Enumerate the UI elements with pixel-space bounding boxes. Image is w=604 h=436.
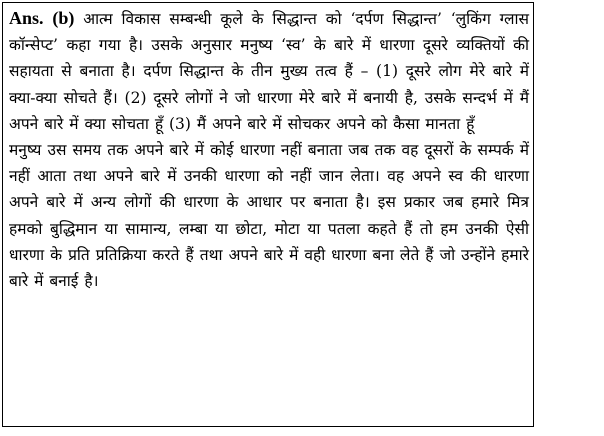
answer-paragraph-2-text: मनुष्य उस समय तक अपने बारे में कोई धारणा नहीं बनाता जब तक वह दूसरों के सम्पर्क में नहीं आता तथा अपने बारे में उनकी धारणा को नहीं जान लेता। वह अपने स्व की धारणा अपने बारे में अन्य लोगों की धारणा के आधार पर बनाता है। इस प्रकार जब हमारे मित्र हमको बुद्धिमान या सामान्य, लम्बा या छोटा, मोटा या पतला कहते हैं तो हम उनकी ऐसी धारणा के प्रति प्रतिक्रिया करते हैं तथा अपने बारे में वही धारणा बना लेते हैं जो उन्होंने हमारे बारे में बनाई है।	[9, 141, 529, 291]
answer-box	[2, 2, 534, 427]
answer-paragraph-2	[9, 137, 529, 294]
answer-option: (b)	[52, 8, 75, 28]
answer-paragraph-1	[9, 5, 529, 137]
answer-label: Ans.	[9, 8, 44, 28]
answer-paragraph-1-text: आत्म विकास सम्बन्धी कूले के सिद्धान्त को ‘दर्पण सिद्धान्त’ ‘लुकिंग ग्लास कॉन्सेप्ट’ कहा गया है। उसके अनुसार मनुष्य ‘स्व’ के बारे में धारणा दूसरे व्यक्तियों की सहायता से बनाता है। दर्पण सिद्धान्त के तीन मुख्य तत्व हैं – (1) दूसरे लोग मेरे बारे में क्या-क्या सोचते हैं। (2) दूसरे लोगों ने जो धारणा मेरे बारे में बनायी है, उसके सन्दर्भ में मैं अपने बारे में क्या सोचता हूँ (3) मैं अपने बारे में सोचकर अपने को कैसा मानता हूँ	[9, 10, 529, 133]
